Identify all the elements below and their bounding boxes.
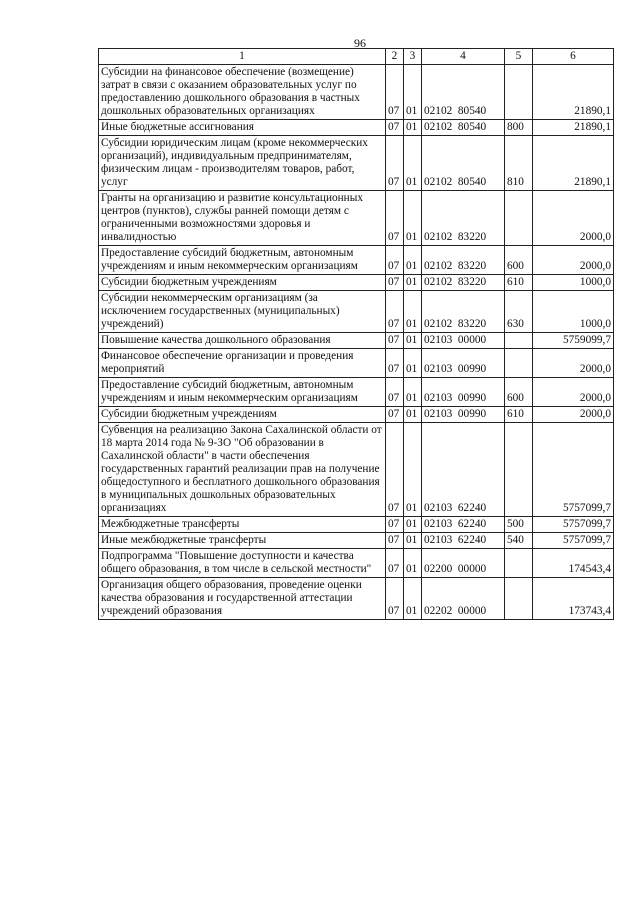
row-amount-cell: 21890,1 bbox=[533, 120, 614, 136]
row-amount-cell: 5757099,7 bbox=[533, 423, 614, 517]
table-row bbox=[99, 349, 614, 378]
row-amount-cell: 5757099,7 bbox=[533, 533, 614, 549]
row-name-cell: Повышение качества дошкольного образования bbox=[99, 333, 386, 349]
row-subsection-cell: 01 bbox=[404, 517, 422, 533]
row-amount-cell: 174543,4 bbox=[533, 549, 614, 578]
row-expense-type-cell bbox=[505, 349, 533, 378]
row-target-code-cell: 02103 62240 bbox=[422, 517, 505, 533]
row-amount-cell: 2000,0 bbox=[533, 378, 614, 407]
row-name-cell: Субсидии бюджетным учреждениям bbox=[99, 275, 386, 291]
table-row bbox=[99, 333, 614, 349]
row-amount-cell: 1000,0 bbox=[533, 275, 614, 291]
row-section-cell: 07 bbox=[386, 275, 404, 291]
table-row bbox=[99, 578, 614, 620]
table-row bbox=[99, 407, 614, 423]
row-name-cell: Иные межбюджетные трансферты bbox=[99, 533, 386, 549]
row-target-code-cell: 02102 83220 bbox=[422, 275, 505, 291]
row-subsection-cell: 01 bbox=[404, 136, 422, 191]
row-section-cell: 07 bbox=[386, 191, 404, 246]
row-expense-type-cell bbox=[505, 423, 533, 517]
row-expense-type-cell: 810 bbox=[505, 136, 533, 191]
table-row bbox=[99, 275, 614, 291]
row-amount-cell: 2000,0 bbox=[533, 191, 614, 246]
row-name-cell: Организация общего образования, проведение оценки качества образования и государственной аттестации учреждений образования bbox=[99, 578, 386, 620]
row-section-cell: 07 bbox=[386, 349, 404, 378]
header-col-3: 3 bbox=[404, 49, 422, 65]
row-target-code-cell: 02103 00990 bbox=[422, 349, 505, 378]
row-section-cell: 07 bbox=[386, 517, 404, 533]
row-subsection-cell: 01 bbox=[404, 65, 422, 120]
header-row bbox=[99, 49, 614, 65]
row-subsection-cell: 01 bbox=[404, 549, 422, 578]
row-target-code-cell: 02102 83220 bbox=[422, 246, 505, 275]
row-name-cell: Гранты на организацию и развитие консультационных центров (пунктов), службы ранней помощи детям с ограниченными возможностями здоровья и инвалидностью bbox=[99, 191, 386, 246]
table-row bbox=[99, 291, 614, 333]
row-section-cell: 07 bbox=[386, 291, 404, 333]
row-name-cell: Субсидии на финансовое обеспечение (возмещение) затрат в связи с оказанием образовательных услуг по предоставлению дошкольного образования в частных дошкольных образовательных организациях bbox=[99, 65, 386, 120]
row-target-code-cell: 02103 00000 bbox=[422, 333, 505, 349]
row-section-cell: 07 bbox=[386, 578, 404, 620]
table-row bbox=[99, 120, 614, 136]
row-amount-cell: 2000,0 bbox=[533, 246, 614, 275]
header-col-6: 6 bbox=[533, 49, 614, 65]
table-row bbox=[99, 533, 614, 549]
row-subsection-cell: 01 bbox=[404, 333, 422, 349]
header-col-2: 2 bbox=[386, 49, 404, 65]
header-col-5: 5 bbox=[505, 49, 533, 65]
table-row bbox=[99, 517, 614, 533]
row-expense-type-cell: 540 bbox=[505, 533, 533, 549]
row-amount-cell: 173743,4 bbox=[533, 578, 614, 620]
row-expense-type-cell bbox=[505, 578, 533, 620]
row-subsection-cell: 01 bbox=[404, 120, 422, 136]
table-row bbox=[99, 191, 614, 246]
row-subsection-cell: 01 bbox=[404, 291, 422, 333]
row-section-cell: 07 bbox=[386, 136, 404, 191]
row-subsection-cell: 01 bbox=[404, 246, 422, 275]
row-expense-type-cell bbox=[505, 65, 533, 120]
row-name-cell: Подпрограмма "Повышение доступности и качества общего образования, в том числе в сельской местности" bbox=[99, 549, 386, 578]
table-row bbox=[99, 65, 614, 120]
row-amount-cell: 2000,0 bbox=[533, 349, 614, 378]
row-section-cell: 07 bbox=[386, 407, 404, 423]
row-expense-type-cell bbox=[505, 549, 533, 578]
row-amount-cell: 1000,0 bbox=[533, 291, 614, 333]
row-name-cell: Субсидии некоммерческим организациям (за исключением государственных (муниципальных) учреждений) bbox=[99, 291, 386, 333]
row-amount-cell: 5757099,7 bbox=[533, 517, 614, 533]
row-subsection-cell: 01 bbox=[404, 533, 422, 549]
row-subsection-cell: 01 bbox=[404, 423, 422, 517]
row-expense-type-cell: 610 bbox=[505, 407, 533, 423]
budget-table bbox=[98, 48, 614, 620]
row-expense-type-cell bbox=[505, 333, 533, 349]
row-name-cell: Межбюджетные трансферты bbox=[99, 517, 386, 533]
table-row bbox=[99, 136, 614, 191]
row-expense-type-cell: 610 bbox=[505, 275, 533, 291]
row-expense-type-cell: 630 bbox=[505, 291, 533, 333]
header-col-4: 4 bbox=[422, 49, 505, 65]
row-section-cell: 07 bbox=[386, 65, 404, 120]
row-section-cell: 07 bbox=[386, 333, 404, 349]
row-target-code-cell: 02103 00990 bbox=[422, 378, 505, 407]
header-col-1: 1 bbox=[99, 49, 386, 65]
row-section-cell: 07 bbox=[386, 549, 404, 578]
row-target-code-cell: 02103 62240 bbox=[422, 423, 505, 517]
row-expense-type-cell: 600 bbox=[505, 246, 533, 275]
row-subsection-cell: 01 bbox=[404, 191, 422, 246]
row-target-code-cell: 02102 83220 bbox=[422, 291, 505, 333]
table-row bbox=[99, 423, 614, 517]
row-amount-cell: 21890,1 bbox=[533, 65, 614, 120]
row-target-code-cell: 02102 80540 bbox=[422, 136, 505, 191]
row-expense-type-cell: 800 bbox=[505, 120, 533, 136]
row-target-code-cell: 02200 00000 bbox=[422, 549, 505, 578]
row-target-code-cell: 02102 80540 bbox=[422, 65, 505, 120]
row-expense-type-cell bbox=[505, 191, 533, 246]
row-section-cell: 07 bbox=[386, 120, 404, 136]
row-section-cell: 07 bbox=[386, 423, 404, 517]
table-row bbox=[99, 378, 614, 407]
table-row bbox=[99, 246, 614, 275]
row-expense-type-cell: 500 bbox=[505, 517, 533, 533]
row-target-code-cell: 02103 62240 bbox=[422, 533, 505, 549]
row-amount-cell: 5759099,7 bbox=[533, 333, 614, 349]
row-name-cell: Субвенция на реализацию Закона Сахалинской области от 18 марта 2014 года № 9-ЗО "Об образовании в Сахалинской области" в части обеспечения государственных гарантий реализации прав на получение общедоступного и бесплатного дошкольного образования в муниципальных дошкольных образовательных организациях bbox=[99, 423, 386, 517]
table-row bbox=[99, 549, 614, 578]
row-name-cell: Финансовое обеспечение организации и проведения мероприятий bbox=[99, 349, 386, 378]
row-name-cell: Субсидии бюджетным учреждениям bbox=[99, 407, 386, 423]
row-name-cell: Субсидии юридическим лицам (кроме некоммерческих организаций), индивидуальным предпринимателям, физическим лицам - производителям товаров, работ, услуг bbox=[99, 136, 386, 191]
page-number: 96 bbox=[354, 36, 366, 50]
row-subsection-cell: 01 bbox=[404, 578, 422, 620]
row-section-cell: 07 bbox=[386, 378, 404, 407]
row-target-code-cell: 02202 00000 bbox=[422, 578, 505, 620]
row-subsection-cell: 01 bbox=[404, 407, 422, 423]
row-subsection-cell: 01 bbox=[404, 275, 422, 291]
row-name-cell: Предоставление субсидий бюджетным, автономным учреждениям и иным некоммерческим организациям bbox=[99, 246, 386, 275]
row-amount-cell: 21890,1 bbox=[533, 136, 614, 191]
row-section-cell: 07 bbox=[386, 533, 404, 549]
row-name-cell: Иные бюджетные ассигнования bbox=[99, 120, 386, 136]
row-target-code-cell: 02102 83220 bbox=[422, 191, 505, 246]
row-expense-type-cell: 600 bbox=[505, 378, 533, 407]
row-subsection-cell: 01 bbox=[404, 378, 422, 407]
row-amount-cell: 2000,0 bbox=[533, 407, 614, 423]
row-section-cell: 07 bbox=[386, 246, 404, 275]
row-target-code-cell: 02103 00990 bbox=[422, 407, 505, 423]
row-subsection-cell: 01 bbox=[404, 349, 422, 378]
row-target-code-cell: 02102 80540 bbox=[422, 120, 505, 136]
row-name-cell: Предоставление субсидий бюджетным, автономным учреждениям и иным некоммерческим организациям bbox=[99, 378, 386, 407]
